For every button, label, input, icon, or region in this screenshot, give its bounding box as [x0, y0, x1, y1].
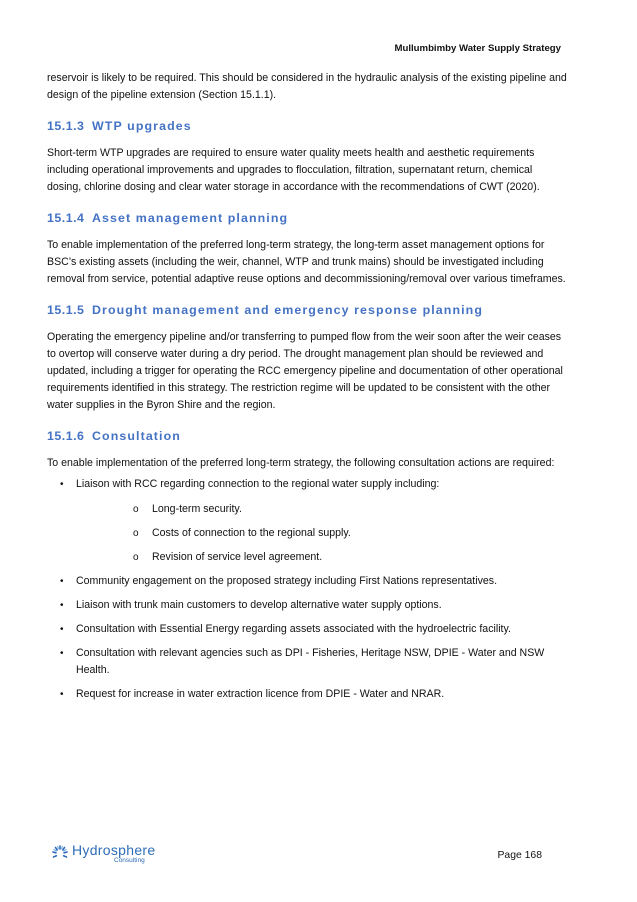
bullet-glyph: • [60, 624, 64, 635]
sub-bullet-glyph: o [133, 552, 139, 563]
bullet-glyph: • [60, 600, 64, 611]
sub-bullet-glyph: o [133, 504, 139, 515]
sub-list-item-text: Revision of service level agreement. [152, 551, 323, 563]
sub-list-item [76, 549, 567, 566]
logo-wordmark: Hydrosphere [72, 842, 156, 858]
section-title: Consultation [92, 429, 181, 443]
section-title: Drought management and emergency response planning [92, 303, 483, 317]
bullet-glyph: • [60, 689, 64, 700]
section-number: 15.1.4 [47, 211, 85, 225]
sub-list [76, 501, 567, 566]
list-item-text: Liaison with RCC regarding connection to the regional water supply including: [76, 478, 440, 490]
list-item [47, 645, 567, 679]
sub-list-item-text: Costs of connection to the regional supply. [152, 527, 351, 539]
intro-paragraph: reservoir is likely to be required. This should be considered in the hydraulic analysis of the existing pipeline and design of the pipeline extension (Section 15.1.1). [47, 72, 567, 101]
sunburst-logo-icon [50, 843, 70, 863]
section-number: 15.1.3 [47, 119, 85, 133]
list-item [47, 621, 567, 638]
list-item-text: Liaison with trunk main customers to develop alternative water supply options. [76, 599, 442, 611]
section-body: To enable implementation of the preferred long-term strategy, the following consultation actions are required: [47, 457, 555, 469]
list-item-text: Consultation with relevant agencies such as DPI - Fisheries, Heritage NSW, DPIE - Water and NSW Health. [76, 647, 545, 676]
section-heading-15-1-5 [47, 302, 567, 319]
list-item [47, 573, 567, 590]
section-body: Short-term WTP upgrades are required to ensure water quality meets health and aesthetic requirements including operational improvements and upgrades to flocculation, filtration, supernatant return, chemical dosing, chlorine dosing and clear water storage in accordance with the recommendations of CWT (2020). [47, 147, 540, 193]
logo-subtitle: Consulting [114, 857, 145, 864]
section-heading-15-1-4 [47, 210, 567, 227]
consultation-list [47, 476, 567, 703]
bullet-glyph: • [60, 576, 64, 587]
section-body: Operating the emergency pipeline and/or transferring to pumped flow from the weir soon after the weir ceases to overtop will conserve water during a dry period. The drought management plan should be reviewed and updated, including a trigger for operating the RCC emergency pipeline and documentation of other operational requirements identified in this strategy. The restriction regime will be updated to be consistent with the other water supplies in the Byron Shire and the region. [47, 331, 563, 411]
section-number: 15.1.6 [47, 429, 85, 443]
section-title: WTP upgrades [92, 119, 192, 133]
list-item [47, 686, 567, 703]
page-content [47, 70, 567, 710]
list-item [47, 476, 567, 566]
bullet-glyph: • [60, 479, 64, 490]
list-item-text: Request for increase in water extraction licence from DPIE - Water and NRAR. [76, 688, 445, 700]
section-number: 15.1.5 [47, 303, 85, 317]
page-number: Page 168 [497, 850, 542, 861]
sub-bullet-glyph: o [133, 528, 139, 539]
sub-list-item [76, 501, 567, 518]
section-body: To enable implementation of the preferred long-term strategy, the long-term asset management options for BSC’s existing assets (including the weir, channel, WTP and trunk mains) should be investigated including removal from service, potential adaptive reuse options and decommissioning/removal over various timeframes. [47, 239, 566, 285]
list-item-text: Community engagement on the proposed strategy including First Nations representatives. [76, 575, 498, 587]
section-heading-15-1-3 [47, 118, 567, 135]
list-item-text: Consultation with Essential Energy regarding assets associated with the hydroelectric facility. [76, 623, 511, 635]
section-title: Asset management planning [92, 211, 289, 225]
section-heading-15-1-6 [47, 428, 567, 445]
running-header: Mullumbimby Water Supply Strategy [394, 43, 561, 54]
hydrosphere-logo [50, 843, 155, 865]
sub-list-item-text: Long-term security. [152, 503, 242, 515]
sub-list-item [76, 525, 567, 542]
list-item [47, 597, 567, 614]
bullet-glyph: • [60, 648, 64, 659]
